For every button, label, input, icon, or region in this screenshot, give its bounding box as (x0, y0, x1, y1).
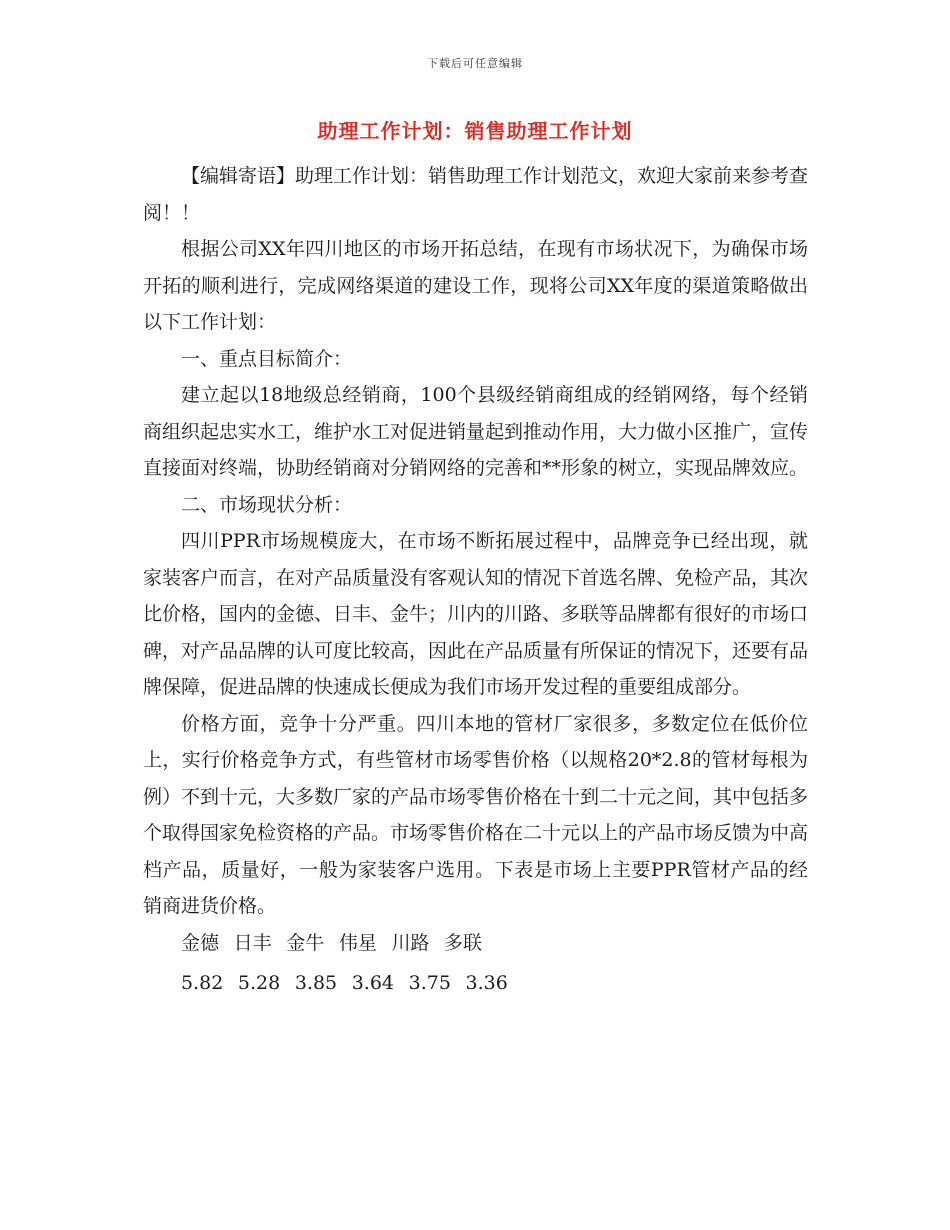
price-cell: 3.36 (465, 972, 508, 994)
document-title: 助理工作计划：销售助理工作计划 (317, 119, 633, 143)
price-cell: 3.85 (294, 972, 338, 994)
market-paragraph: 四川PPR市场规模庞大，在市场不断拓展过程中，品牌竞争已经出现，就家装客户而言，在对产品质量没有客观认知的情况下首选名牌、免检产品，其次比价格，国内的金德、日丰、金牛；川内的川路、多联等品牌都有很好的市场口碑，对产品品牌的认可度比较高，因此在产品质量有所保证的情况下，还要有品牌保障，促进品牌的快速成长便成为我们市场开发过程的重要组成部分。 (143, 530, 809, 698)
price-cell: 3.64 (351, 972, 395, 994)
header-note: 下载后可任意编辑 (427, 57, 523, 70)
price-row (143, 965, 808, 1002)
brand-cell: 川路 (391, 931, 430, 954)
editor-note-paragraph: 【编辑寄语】助理工作计划：销售助理工作计划范文，欢迎大家前来参考查阅！！ (143, 165, 809, 224)
price-paragraph: 价格方面，竞争十分严重。四川本地的管材厂家很多，多数定位在低价位上，实行价格竞争方式，有些管材市场零售价格（以规格20*2.8的管材每根为例）不到十元，大多数厂家的产品市场零售价格在十到二十元之间，其中包括多个取得国家免检资格的产品。市场零售价格在二十元以上的产品市场反馈为中高档产品，质量好，一般为家装客户选用。下表是市场上主要PPR管材产品的经销商进货价格。 (143, 712, 809, 917)
brand-row (143, 925, 808, 962)
brand-cell: 日丰 (233, 931, 272, 954)
brand-cell: 多联 (444, 931, 483, 954)
section-heading-goals: 一、重点目标简介： (181, 347, 353, 370)
price-cell: 3.75 (408, 972, 451, 994)
section-heading-market: 二、市场现状分析： (181, 493, 353, 516)
brand-cell: 金牛 (286, 931, 325, 954)
brand-cell: 伟星 (338, 931, 377, 954)
price-cell: 5.28 (237, 972, 281, 994)
intro-paragraph: 根据公司XX年四川地区的市场开拓总结，在现有市场状况下，为确保市场开拓的顺利进行，完成网络渠道的建设工作，现将公司XX年度的渠道策略做出以下工作计划： (143, 238, 808, 333)
document-body (143, 158, 808, 1002)
goals-paragraph: 建立起以18地级总经销商，100个县级经销商组成的经销网络，每个经销商组织起忠实水工，维护水工对促进销量起到推动作用，大力做小区推广，宣传直接面对终端，协助经销商对分销网络的完善和**形象的树立，实现品牌效应。 (143, 384, 809, 479)
brand-cell: 金德 (181, 931, 220, 954)
price-cell: 5.82 (181, 972, 224, 994)
